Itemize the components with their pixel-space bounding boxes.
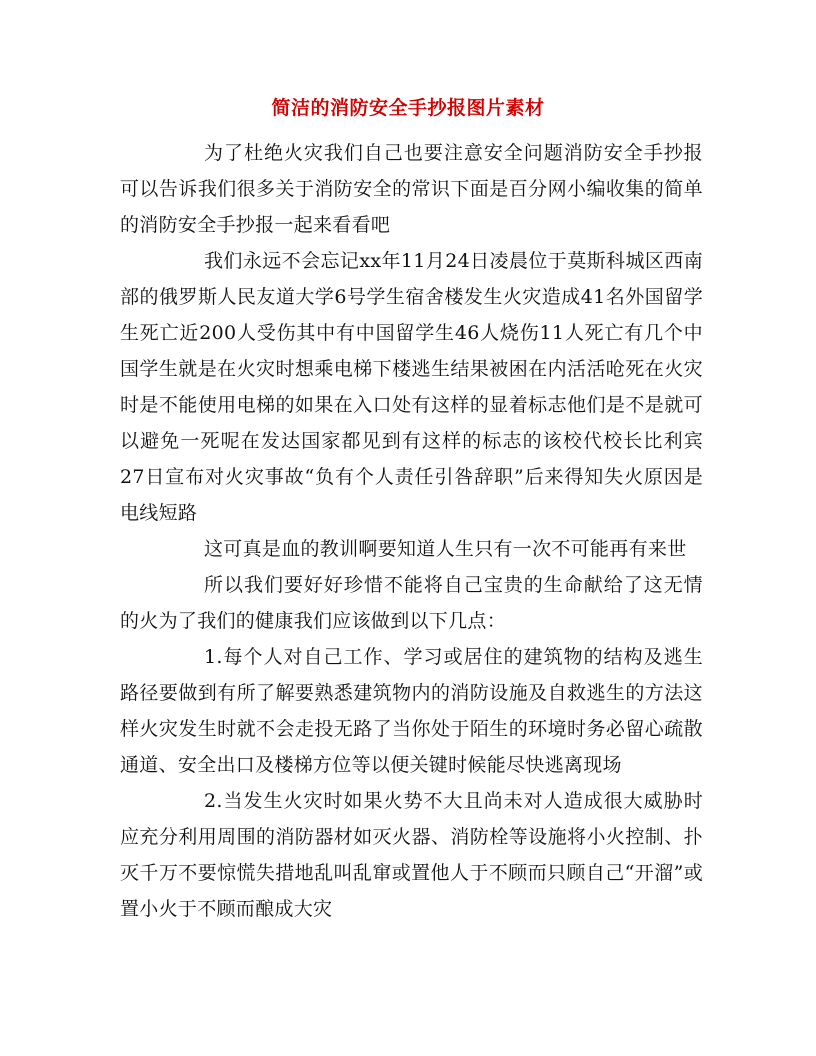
paragraph-lesson: 这可真是血的教训啊要知道人生只有一次不可能再有来世 [204,538,687,560]
paragraph-point-2: 2.当发生火灾时如果火势不大且尚未对人造成很大威胁时应充分利用周围的消防器材如灭火器、消防栓等设施将小火控制、扑灭千万不要惊慌失措地乱叫乱窜或置他人于不顾而只顾自己“开溜”或置小火于不顾而酿成大灾 [120,790,703,920]
paragraph-cherish: 所以我们要好好珍惜不能将自己宝贵的生命献给了这无情的火为了我们的健康我们应该做到以下几点： [120,574,703,632]
paragraph-intro: 为了杜绝火灾我们自己也要注意安全问题消防安全手抄报可以告诉我们很多关于消防安全的常识下面是百分网小编收集的简单的消防安全手抄报一起来看看吧 [120,142,703,236]
paragraph-incident: 我们永远不会忘记xx年11月24日凌晨位于莫斯科城区西南部的俄罗斯人民友道大学6号学生宿舍楼发生火灾造成41名外国留学生死亡近200人受伤其中有中国留学生46人烧伤11人死亡有几个中国学生就是在火灾时想乘电梯下楼逃生结果被困在内活活呛死在火灾时是不能使用电梯的如果在入口处有这样的显着标志他们是不是就可以避免一死呢在发达国家都见到有这样的标志的该校代校长比利宾27日宣布对火灾事故“负有个人责任引咎辞职”后来得知失火原因是电线短路 [120,250,703,524]
document-title: 简洁的消防安全手抄报图片素材 [271,97,545,119]
paragraph-point-1: 1.每个人对自己工作、学习或居住的建筑物的结构及逃生路径要做到有所了解要熟悉建筑物内的消防设施及自救逃生的方法这样火灾发生时就不会走投无路了当你处于陌生的环境时务必留心疏散通道、安全出口及楼梯方位等以便关键时候能尽快逃离现场 [120,646,703,776]
document-body [120,135,703,927]
